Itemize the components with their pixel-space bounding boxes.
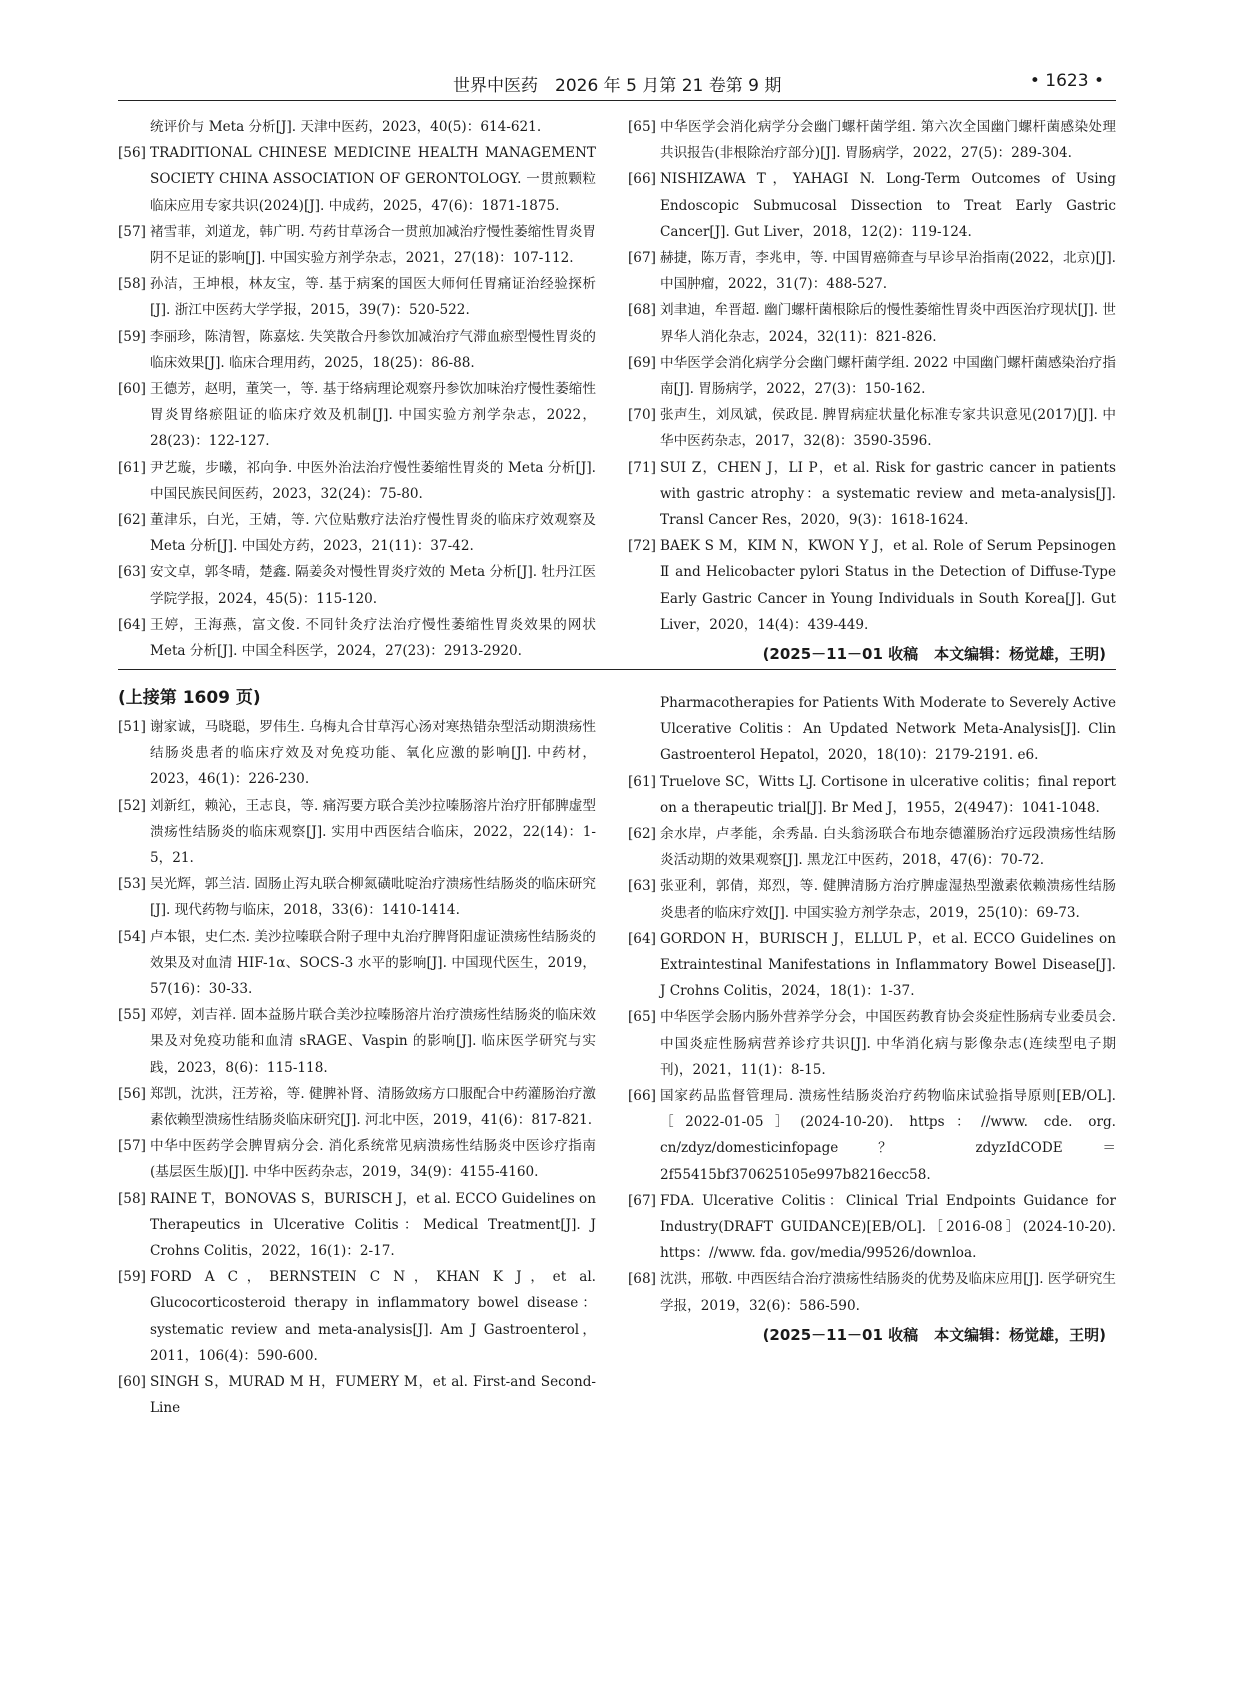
reference-text: 王婷，王海燕，富文俊. 不同针灸疗法治疗慢性萎缩性胃炎效果的网状 Meta 分析[J]. 中国全科医学，2024，27(23)：2913-2920. [150,616,596,660]
reference-number: [62] [118,512,146,529]
reference-entry [118,271,596,323]
reference-entry [118,1186,596,1265]
reference-text: 郑凯，沈洪，汪芳裕，等. 健脾补肾、清肠敛疡方口服配合中药灌肠治疗激素依赖型溃疡性结肠炎临床研究[J]. 河北中医，2019，41(6)：817-821. [150,1085,596,1129]
reference-entry [628,350,1116,402]
reference-number: [55] [118,1007,146,1024]
reference-text: 赫捷，陈万青，李兆申，等. 中国胃癌筛查与早诊早治指南(2022，北京)[J]. 中国肿瘤，2022，31(7)：488-527. [660,250,1116,293]
editor-credit: 本文编辑：杨觉雄，王明) [934,1325,1106,1344]
reference-text: 国家药品监督管理局. 溃疡性结肠炎治疗药物临床试验指导原则[EB/OL].［2022-01-05］(2024-10-20). https：//www. cde. org. cn/zdyz/domesticinfopage？ zdyzIdCODE＝2f55415bf370625105e997b8216ecc58. [660,1088,1116,1183]
editor-credit: 本文编辑：杨觉雄，王明) [934,645,1106,664]
reference-text: 中华医学会肠内肠外营养学分会，中国医药教育协会炎症性肠病专业委员会. 中国炎症性肠病营养诊疗共识[J]. 中华消化病与影像杂志(连续型电子期刊)，2021，11(1)：8-15. [660,1009,1116,1078]
reference-number: [56] [118,145,146,162]
reference-number: [57] [118,223,146,240]
reference-text: SUI Z，CHEN J，LI P，et al. Risk for gastric cancer in patients with gastric atrophy：a systematic review and meta-analysis[J]. Transl Cancer Res，2020，9(3)：1618-1624. [660,459,1116,529]
reference-text: 尹艺璇，步曦，祁向争. 中医外治法治疗慢性萎缩性胃炎的 Meta 分析[J]. 中国民族民间医药，2023，32(24)：75-80. [150,459,596,502]
reference-text: 中华医学会消化病学分会幽门螺杆菌学组. 第六次全国幽门螺杆菌感染处理共识报告(非根除治疗部分)[J]. 胃肠病学，2022，27(5)：289-304. [660,119,1116,162]
reference-number: [61] [118,459,146,476]
reference-text: NISHIZAWA T，YAHAGI N. Long-Term Outcomes of Using Endoscopic Submucosal Dissection to Treat Early Gastric Cancer[J]. Gut Liver，2018，12(2)：119-124. [660,171,1116,240]
reference-number: [66] [628,1088,656,1105]
reference-text: 董津乐，白光，王婧，等. 穴位贴敷疗法治疗慢性胃炎的临床疗效观察及 Meta 分析[J]. 中国处方药，2023，21(11)：37-42. [150,512,596,555]
reference-number: [72] [628,538,656,555]
reference-entry [118,559,596,611]
reference-text: TRADITIONAL CHINESE MEDICINE HEALTH MANAGEMENT SOCIETY CHINA ASSOCIATION OF GERONTOLOGY. 一贯煎颗粒临床应用专家共识(2024)[J]. 中成药，2025，47(6)：1871-1875. [150,145,596,214]
reference-number: [57] [118,1138,146,1155]
reference-entry [628,926,1116,1005]
received-date: (2025－11－01 收稿 [762,1325,919,1344]
reference-entry [628,455,1116,534]
reference-entry [628,166,1116,245]
reference-text: 沈洪，邢敬. 中西医结合治疗溃疡性结肠炎的优势及临床应用[J]. 医学研究生学报，2019，32(6)：586-590. [660,1271,1116,1314]
reference-text: GORDON H，BURISCH J，ELLUL P，et al. ECCO Guidelines on Extraintestinal Manifestations in Inflammatory Bowel Disease[J]. J Crohns Colitis，2024，18(1)：1-37. [660,930,1116,1000]
reference-text: 张亚利，郭倩，郑烈，等. 健脾清肠方治疗脾虚湿热型激素依赖溃疡性结肠炎患者的临床疗效[J]. 中国实验方剂学杂志，2019，25(10)：69-73. [660,878,1116,921]
reference-text: BAEK S M，KIM N，KWON Y J，et al. Role of Serum Pepsinogen Ⅱ and Helicobacter pylori Status in the Detection of Diffuse-Type Early Gastric Cancer in Young Individuals in South Korea[J]. Gut Liver，2020，14(4)：439-449. [660,538,1116,633]
reference-text: 卢本银，史仁杰. 美沙拉嗪联合附子理中丸治疗脾肾阳虚证溃疡性结肠炎的效果及对血清 HIF-1α、SOCS-3 水平的影响[J]. 中国现代医生，2019，57(16)：30-33. [150,928,596,998]
reference-number: [68] [628,1271,656,1288]
section-divider [118,669,1116,670]
reference-number: [67] [628,1192,656,1209]
reference-text: Truelove SC，Witts LJ. Cortisone in ulcerative colitis；final report on a therapeutic trial[J]. Br Med J，1955，2(4947)：1041-1048. [660,773,1116,816]
upper-right-column [628,114,1116,669]
reference-number: [51] [118,719,146,735]
journal-issue: 世界中医药 2026 年 5 月第 21 卷第 9 期 [453,76,782,96]
reference-entry [118,376,596,455]
lower-right-column [628,690,1116,1350]
reference-number: [59] [118,1269,146,1286]
reference-entry [628,297,1116,349]
reference-text: 吴光辉，郭兰洁. 固肠止泻丸联合柳氮磺吡啶治疗溃疡性结肠炎的临床研究[J]. 现代药物与临床，2018，33(6)：1410-1414. [150,876,596,919]
reference-text: FORD A C，BERNSTEIN C N，KHAN K J，et al. Glucocorticosteroid therapy in inflammatory bowel disease：systematic review and meta-analysis[J]. Am J Gastroenterol，2011，106(4)：590-600. [150,1269,596,1364]
reference-text: SINGH S，MURAD M H，FUMERY M，et al. First-and Second-Line [150,1374,596,1417]
reference-text: 邓婷，刘吉祥. 固本益肠片联合美沙拉嗪肠溶片治疗溃疡性结肠炎的临床效果及对免疫功能和血清 sRAGE、Vaspin 的影响[J]. 临床医学研究与实践，2023，8(6)：115-118. [150,1007,596,1076]
reference-entry [628,245,1116,297]
reference-entry [118,140,596,219]
reference-number: [65] [628,119,656,135]
reference-number: [70] [628,407,656,424]
reference-text: FDA. Ulcerative Colitis：Clinical Trial Endpoints Guidance for Industry(DRAFT GUIDANCE)[EB/OL].［2016-08］(2024-10-20). https：//www. fda. gov/media/99526/downloa. [660,1192,1116,1262]
reference-text: RAINE T，BONOVAS S，BURISCH J，et al. ECCO Guidelines on Therapeutics in Ulcerative Colitis：Medical Treatment[J]. J Crohns Colitis，2022，16(1)：2-17. [150,1190,596,1260]
reference-number: [56] [118,1085,146,1102]
reference-entry [118,714,596,793]
reference-number: [71] [628,459,656,476]
reference-entry [628,533,1116,638]
reference-number: [63] [628,878,656,895]
reference-number: [58] [118,276,146,293]
reference-number: [62] [628,826,656,843]
reference-number: [65] [628,1009,656,1026]
reference-number: [52] [118,797,146,814]
reference-number: [60] [118,1374,146,1391]
reference-number: [69] [628,354,656,371]
reference-entry [118,1264,596,1369]
reference-number: [63] [118,564,146,581]
reference-number: [58] [118,1190,146,1207]
reference-continuation: Pharmacotherapies for Patients With Moderate to Severely Active Ulcerative Colitis：An Updated Network Meta-Analysis[J]. Clin Gastroenterol Hepatol，2020，18(10)：2179-2191. e6. [660,695,1116,764]
reference-entry [118,793,596,872]
reference-text: 刘聿迪，牟晋超. 幽门螺杆菌根除后的慢性萎缩性胃炎中西医治疗现状[J]. 世界华人消化杂志，2024，32(11)：821-826. [660,302,1116,345]
reference-entry [628,1188,1116,1267]
reference-number: [68] [628,302,656,319]
reference-entry [628,1266,1116,1318]
reference-entry [118,455,596,507]
page-number: • 1623 • [1029,71,1104,91]
reference-entry [118,324,596,376]
header-rule [118,100,1116,101]
reference-number: [67] [628,250,656,267]
reference-text: 谢家诚，马晓聪，罗伟生. 乌梅丸合甘草泻心汤对寒热错杂型活动期溃疡性结肠炎患者的临床疗效及对免疫功能、氧化应激的影响[J]. 中药材，2023，46(1)：226-230. [150,719,596,788]
running-header [118,67,1116,99]
reference-entry [628,821,1116,873]
received-note [628,1320,1116,1350]
reference-text: 褚雪菲，刘道龙，韩广明. 芍药甘草汤合一贯煎加减治疗慢性萎缩性胃炎胃阴不足证的影响[J]. 中国实验方剂学杂志，2021，27(18)：107-112. [150,223,596,267]
received-note [628,639,1116,669]
reference-entry [118,507,596,559]
reference-number: [53] [118,876,146,893]
reference-entry [118,219,596,271]
reference-number: [64] [628,930,656,947]
reference-number: [64] [118,616,146,633]
upper-left-column [118,114,596,664]
reference-text: 李丽珍，陈清智，陈嘉炫. 失笑散合丹参饮加减治疗气滞血瘀型慢性胃炎的临床效果[J]. 临床合理用药，2025，18(25)：86-88. [150,328,596,371]
reference-entry [628,1004,1116,1083]
reference-entry [118,1369,596,1421]
reference-number: [59] [118,328,146,345]
reference-entry [118,612,596,664]
lower-left-column [118,684,596,1421]
reference-continuation: 统评价与 Meta 分析[J]. 天津中医药，2023，40(5)：614-621. [150,119,542,135]
continued-from-label: (上接第 1609 页) [118,688,261,708]
reference-entry [628,114,1116,166]
reference-entry [628,769,1116,821]
reference-text: 余水岸，卢孝能，余秀晶. 白头翁汤联合布地奈德灌肠治疗远段溃疡性结肠炎活动期的效果观察[J]. 黑龙江中医药，2018，47(6)：70-72. [660,826,1116,869]
reference-text: 安文卓，郭冬晴，楚鑫. 隔姜灸对慢性胃炎疗效的 Meta 分析[J]. 牡丹江医学院学报，2024，45(5)：115-120. [150,564,596,607]
reference-text: 刘新红，赖沁，王志良，等. 痛泻要方联合美沙拉嗪肠溶片治疗肝郁脾虚型溃疡性结肠炎的临床观察[J]. 实用中西医结合临床，2022，22(14)：1-5，21. [150,797,596,867]
reference-entry [628,873,1116,925]
reference-text: 中华医学会消化病学分会幽门螺杆菌学组. 2022 中国幽门螺杆菌感染治疗指南[J]. 胃肠病学，2022，27(3)：150-162. [660,354,1116,398]
reference-number: [54] [118,928,146,945]
reference-entry [118,871,596,923]
reference-entry [118,1133,596,1185]
reference-text: 王德芳，赵明，董笑一，等. 基于络病理论观察丹参饮加味治疗慢性萎缩性胃炎胃络瘀阻证的临床疗效及机制[J]. 中国实验方剂学杂志，2022，28(23)：122-127. [150,381,596,450]
reference-number: [60] [118,381,146,398]
reference-text: 张声生，刘凤斌，侯政昆. 脾胃病症状量化标准专家共识意见(2017)[J]. 中华中医药杂志，2017，32(8)：3590-3596. [660,407,1116,450]
reference-entry [118,1002,596,1081]
reference-entry [628,1083,1116,1188]
reference-entry [118,1081,596,1133]
reference-text: 孙洁，王坤根，林友宝，等. 基于病案的国医大师何任胃痛证治经验探析[J]. 浙江中医药大学学报，2015，39(7)：520-522. [150,276,596,319]
reference-number: [61] [628,773,656,790]
received-date: (2025－11－01 收稿 [762,645,919,664]
reference-entry [118,924,596,1003]
reference-number: [66] [628,171,656,188]
reference-entry [628,402,1116,454]
reference-text: 中华中医药学会脾胃病分会. 消化系统常见病溃疡性结肠炎中医诊疗指南(基层医生版)[J]. 中华中医药杂志，2019，34(9)：4155-4160. [150,1138,596,1181]
